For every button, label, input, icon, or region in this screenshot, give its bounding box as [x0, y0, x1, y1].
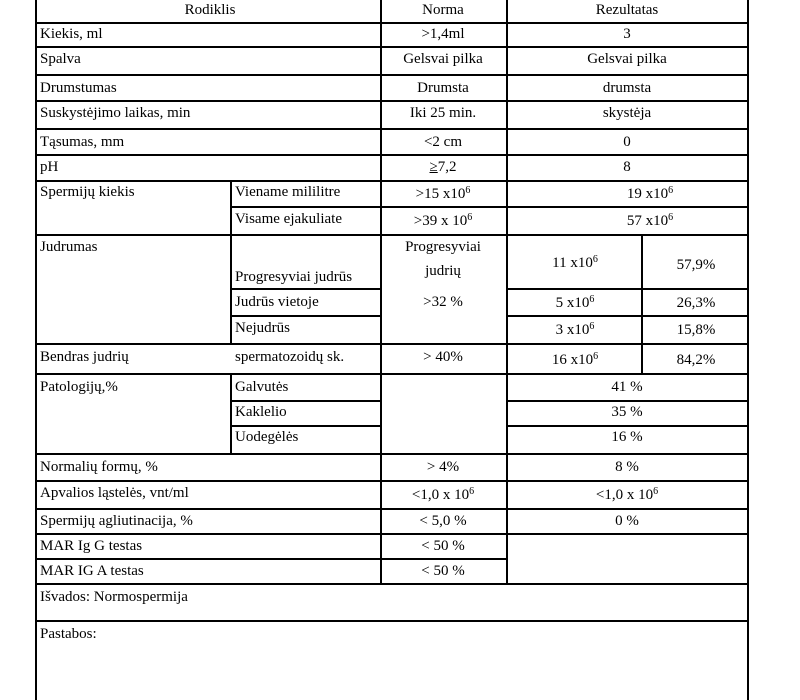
- norm-value: [414, 214, 472, 229]
- sub-label: Kaklelio: [235, 404, 287, 420]
- row-divider: [35, 508, 749, 510]
- row-divider: [35, 154, 749, 156]
- count-value: [552, 353, 598, 368]
- row-divider: [508, 400, 749, 402]
- conclusion: Išvados: Normospermija: [40, 589, 188, 605]
- result-exponent: 6: [668, 212, 674, 223]
- percent-value: 26,3%: [676, 295, 716, 311]
- row-divider: [35, 100, 749, 102]
- row-divider: [35, 533, 749, 535]
- row-label: Apvalios ląstelės, vnt/ml: [40, 485, 189, 501]
- row-label: Bendras judrių: [40, 349, 129, 365]
- norm-value: [430, 160, 457, 175]
- result-base: 57 x10: [626, 213, 669, 229]
- row-divider: [35, 620, 749, 622]
- row-label: Patologijų,%: [40, 379, 118, 395]
- ge-symbol: ≥: [429, 159, 438, 175]
- row-label: Spermijų kiekis: [40, 184, 135, 200]
- norm-value: Iki 25 min.: [409, 105, 477, 121]
- result-value: [627, 187, 673, 202]
- norm-value: >1,4ml: [421, 26, 465, 42]
- column-divider: [506, 0, 508, 583]
- row-label: Spermijų agliutinacija, %: [40, 513, 193, 529]
- norm-base: >39 x 10: [413, 213, 468, 229]
- norm-value: > 4%: [426, 459, 460, 475]
- column-divider: [380, 0, 382, 583]
- result-base: 19 x10: [626, 186, 669, 202]
- norm-value: < 50 %: [421, 563, 465, 579]
- result-value: [596, 488, 658, 503]
- sub-label: Judrūs vietoje: [235, 294, 319, 310]
- count-value: [552, 256, 598, 271]
- sub-label: Galvutės: [235, 379, 289, 395]
- ph-norm: 7,2: [437, 159, 457, 175]
- count-exponent: 6: [593, 351, 599, 362]
- row-divider: [230, 288, 382, 290]
- row-label: Kiekis, ml: [40, 26, 103, 42]
- norm-base: <1,0 x 10: [411, 487, 470, 503]
- result-value: Gelsvai pilka: [587, 51, 667, 67]
- count-exponent: 6: [592, 254, 598, 265]
- result-value: 16 %: [611, 429, 643, 445]
- header-result: Rezultatas: [595, 2, 659, 18]
- row-divider: [230, 425, 382, 427]
- count-exponent: 6: [589, 321, 595, 332]
- norm-exponent: 6: [469, 486, 475, 497]
- norm-value: <2 cm: [423, 134, 463, 150]
- result-exponent: 6: [668, 185, 674, 196]
- row-divider: [35, 583, 749, 585]
- row-divider: [508, 288, 749, 290]
- norm-value: Gelsvai pilka: [403, 51, 483, 67]
- count-base: 11 x10: [552, 255, 593, 271]
- result-value: [627, 214, 673, 229]
- count-base: 3 x10: [555, 322, 590, 338]
- column-divider: [747, 0, 749, 700]
- column-divider: [230, 180, 232, 235]
- count-exponent: 6: [589, 294, 595, 305]
- result-value: 0 %: [615, 513, 639, 529]
- norm-value: < 50 %: [421, 538, 465, 554]
- count-base: 5 x10: [555, 295, 590, 311]
- row-label: Normalių formų, %: [40, 459, 158, 475]
- result-value: 0: [623, 134, 631, 150]
- row-divider: [35, 480, 749, 482]
- result-value: 8: [623, 159, 631, 175]
- sub-label: Visame ejakuliate: [235, 211, 342, 227]
- norm-line: >32 %: [423, 294, 463, 310]
- percent-value: 57,9%: [676, 257, 716, 273]
- row-label: Suskystėjimo laikas, min: [40, 105, 191, 121]
- norm-line: judrių: [425, 263, 461, 279]
- result-value: 35 %: [611, 404, 643, 420]
- row-divider: [230, 315, 382, 317]
- count-value: [556, 323, 595, 338]
- norm-line: Progresyviai: [405, 239, 481, 255]
- sub-label: Viename mililitre: [235, 184, 341, 200]
- row-divider: [35, 453, 749, 455]
- row-label: pH: [40, 159, 59, 175]
- count-base: 16 x10: [551, 352, 594, 368]
- sub-label: Nejudrūs: [235, 320, 290, 336]
- row-divider: [230, 206, 749, 208]
- sub-label: Uodegėlės: [235, 429, 299, 445]
- row-label: MAR Ig G testas: [40, 538, 143, 554]
- row-divider: [35, 180, 749, 182]
- norm-value: < 5,0 %: [419, 513, 467, 529]
- percent-value: 84,2%: [676, 352, 716, 368]
- column-divider: [35, 0, 37, 700]
- norm-value: [412, 488, 474, 503]
- result-value: 3: [623, 26, 631, 42]
- result-value: skystėja: [602, 105, 652, 121]
- row-divider: [35, 46, 749, 48]
- row-divider: [35, 128, 749, 130]
- result-exponent: 6: [653, 486, 659, 497]
- row-divider: [508, 315, 749, 317]
- result-value: 41 %: [611, 379, 643, 395]
- column-divider: [641, 234, 643, 374]
- norm-base: >15 x10: [415, 186, 466, 202]
- norm-exponent: 6: [467, 212, 473, 223]
- row-label: Tąsumas, mm: [40, 134, 125, 150]
- row-divider: [508, 425, 749, 427]
- result-value: 8 %: [615, 459, 639, 475]
- header-indicator: Rodiklis: [184, 2, 236, 18]
- count-value: [556, 296, 595, 311]
- row-divider: [35, 558, 508, 560]
- norm-value: [416, 187, 471, 202]
- row-label: Spalva: [40, 51, 81, 67]
- row-label: MAR IG A testas: [40, 563, 144, 579]
- sub-label: Progresyviai judrūs: [235, 269, 353, 285]
- result-base: <1,0 x 10: [595, 487, 654, 503]
- row-label: Drumstumas: [40, 80, 117, 96]
- row-divider: [35, 22, 749, 24]
- norm-exponent: 6: [465, 185, 471, 196]
- column-divider: [230, 234, 232, 344]
- norm-value: > 40%: [423, 349, 463, 365]
- notes-label: Pastabos:: [40, 626, 97, 642]
- row-label: Judrumas: [40, 239, 98, 255]
- sub-label: spermatozoidų sk.: [235, 349, 345, 365]
- column-divider: [230, 373, 232, 453]
- percent-value: 15,8%: [676, 322, 716, 338]
- result-value: drumsta: [602, 80, 652, 96]
- header-norm: Norma: [422, 2, 464, 18]
- norm-value: Drumsta: [417, 80, 469, 96]
- row-divider: [230, 400, 382, 402]
- row-divider: [35, 74, 749, 76]
